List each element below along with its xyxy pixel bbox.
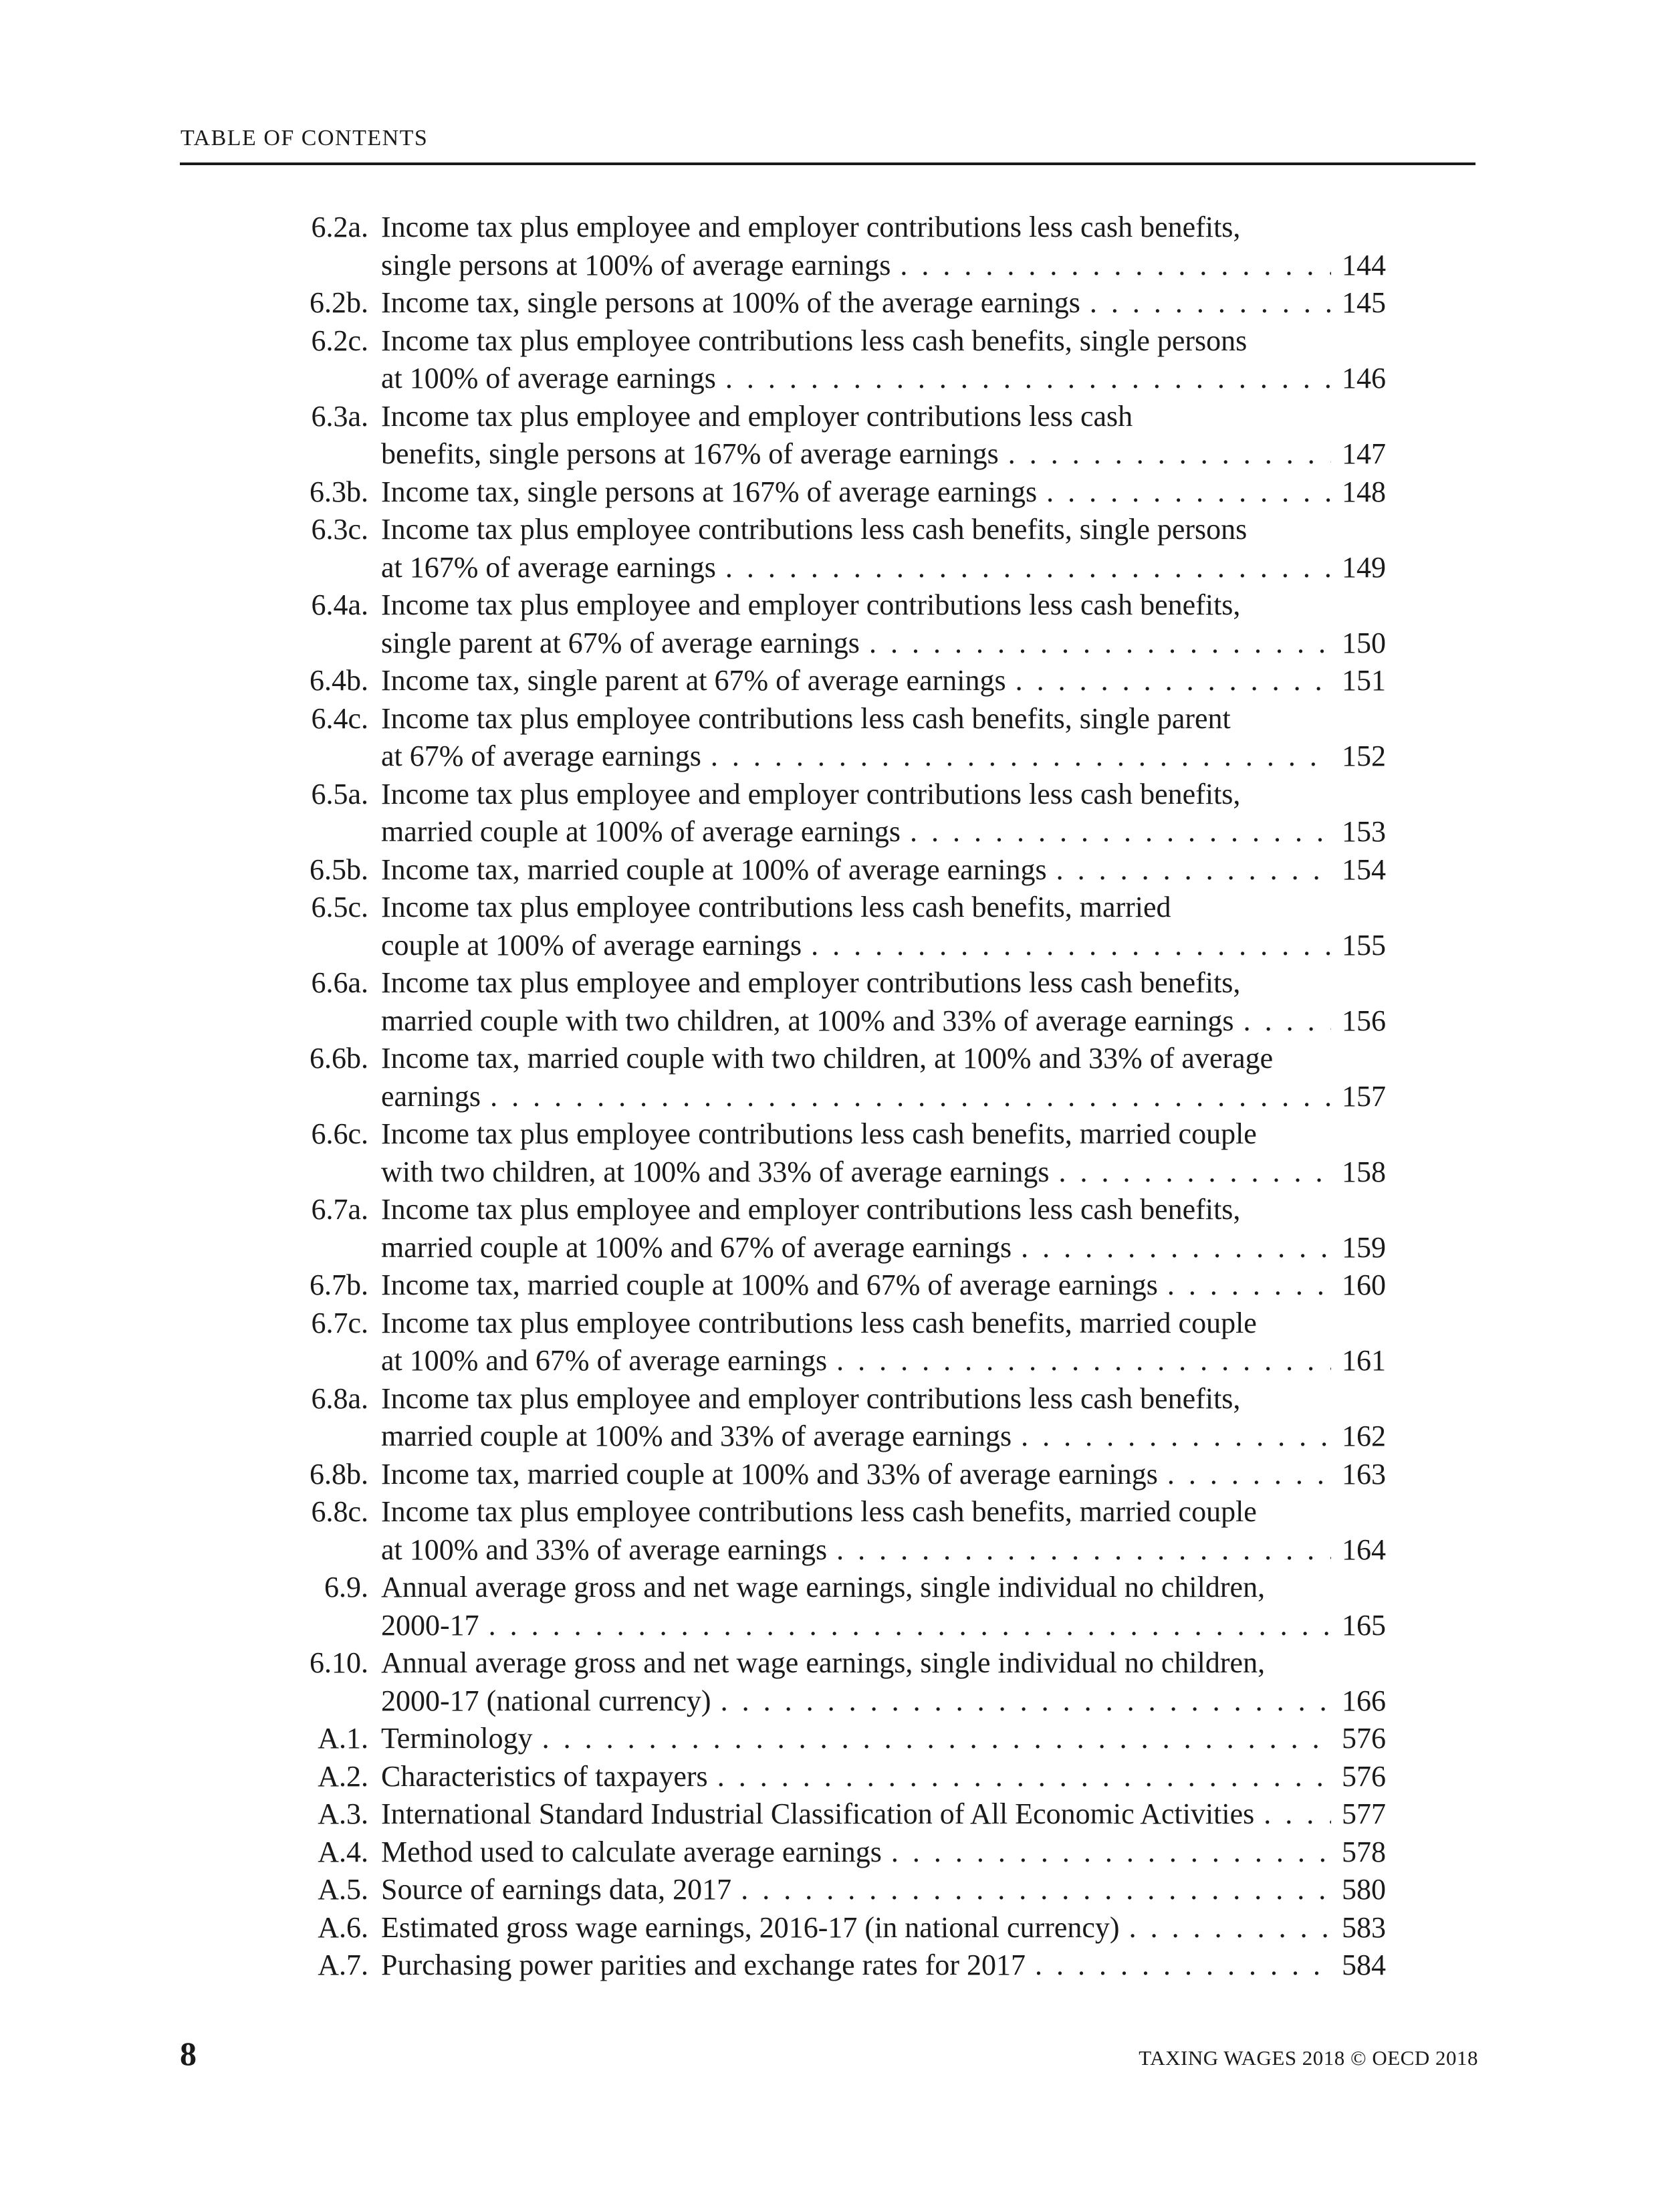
toc-entry-lastline	[381, 1229, 1386, 1267]
toc-entry-body	[381, 284, 1386, 322]
toc-entry-number: 6.3b.	[310, 475, 368, 508]
toc-entry-title-line: Income tax plus employee contributions less cash benefits, single persons	[381, 324, 1248, 357]
toc-entry-page-number: 162	[1342, 1420, 1386, 1452]
toc-entry-number: 6.7a.	[311, 1193, 368, 1226]
toc-entry-body	[381, 662, 1386, 700]
toc-entry	[304, 511, 1386, 586]
dot-leader	[1167, 1266, 1331, 1305]
toc-entry-title-line: Income tax, single persons at 100% of the average earnings	[381, 286, 1080, 319]
toc-entry	[304, 1191, 1386, 1266]
toc-entry-lastline	[381, 1078, 1386, 1116]
toc-entry-title-line: Income tax plus employee contributions less cash benefits, married	[381, 891, 1171, 923]
dot-leader	[836, 1531, 1331, 1569]
toc-entry-lastline	[381, 1834, 1386, 1872]
toc-entry-body	[381, 586, 1386, 662]
dot-leader	[891, 1834, 1331, 1872]
toc-entry-number: 6.8b.	[310, 1457, 368, 1490]
toc-entry-body	[381, 1040, 1386, 1115]
toc-entry-body	[381, 1493, 1386, 1569]
dot-leader	[721, 1682, 1331, 1721]
toc-entry	[304, 964, 1386, 1040]
toc-entry	[304, 473, 1386, 512]
toc-entry	[304, 662, 1386, 700]
toc-entry-body	[381, 776, 1386, 851]
footer-credit: TAXING WAGES 2018 © OECD 2018	[1139, 2046, 1478, 2070]
toc-entry-lastline	[381, 1342, 1386, 1380]
toc-entry-number: A.1.	[318, 1722, 368, 1755]
dot-leader	[1021, 1229, 1331, 1267]
toc-entry-body	[381, 1947, 1386, 1985]
toc-entry-title-line: at 100% and 33% of average earnings	[381, 1533, 828, 1566]
toc-entry-body	[381, 1720, 1386, 1758]
toc-entry-number: 6.5a.	[311, 777, 368, 810]
toc-entry	[304, 1493, 1386, 1569]
toc-entry-lastline	[381, 360, 1386, 398]
toc-entry-number: 6.6a.	[311, 966, 368, 999]
toc-entry-body	[381, 1909, 1386, 1947]
dot-leader	[1264, 1795, 1331, 1834]
dot-leader	[1016, 662, 1331, 700]
toc-list	[304, 209, 1386, 1985]
dot-leader	[490, 1078, 1331, 1116]
toc-entry-page-number: 154	[1342, 853, 1386, 886]
toc-entry-page-number: 146	[1342, 362, 1386, 395]
toc-entry	[304, 1644, 1386, 1720]
toc-entry-number: 6.8a.	[311, 1381, 368, 1415]
toc-entry-title-line: benefits, single persons at 167% of average earnings	[381, 437, 999, 470]
toc-entry-page-number: 155	[1342, 928, 1386, 962]
dot-leader	[1056, 851, 1331, 889]
toc-entry	[304, 1266, 1386, 1305]
toc-entry	[304, 889, 1386, 964]
toc-entry-page-number: 577	[1342, 1797, 1386, 1830]
toc-entry-lastline	[381, 927, 1386, 965]
toc-entry-title-line: with two children, at 100% and 33% of average earnings	[381, 1155, 1050, 1188]
toc-entry-page-number: 145	[1342, 286, 1386, 319]
toc-entry	[304, 1758, 1386, 1796]
toc-entry-title-line: Income tax plus employee and employer contributions less cash benefits,	[381, 966, 1241, 999]
toc-entry-title-line: Income tax plus employee contributions less cash benefits, married couple	[381, 1306, 1257, 1339]
toc-entry-page-number: 164	[1342, 1533, 1386, 1566]
toc-entry	[304, 1380, 1386, 1456]
toc-entry-number: 6.7b.	[310, 1268, 368, 1301]
toc-entry-page-number: 580	[1342, 1873, 1386, 1906]
toc-entry-title-line: Estimated gross wage earnings, 2016-17 (in national currency)	[381, 1910, 1120, 1944]
toc-entry-lastline	[381, 247, 1386, 285]
toc-entry-page-number: 148	[1342, 475, 1386, 508]
toc-entry-page-number: 159	[1342, 1230, 1386, 1264]
dot-leader	[1035, 1947, 1331, 1985]
toc-entry-lastline	[381, 662, 1386, 700]
toc-entry-lastline	[381, 851, 1386, 889]
dot-leader	[811, 927, 1331, 965]
toc-entry-lastline	[381, 1002, 1386, 1040]
toc-entry-number: A.7.	[318, 1949, 368, 1981]
toc-entry	[304, 776, 1386, 851]
toc-entry-number: 6.7c.	[311, 1306, 368, 1339]
dot-leader	[1090, 284, 1331, 322]
toc-entry-lastline	[381, 435, 1386, 473]
toc-entry	[304, 322, 1386, 398]
dot-leader	[542, 1720, 1331, 1758]
toc-entry-page-number: 163	[1342, 1457, 1386, 1490]
toc-entry	[304, 1040, 1386, 1115]
toc-entry-page-number: 156	[1342, 1004, 1386, 1037]
dot-leader	[725, 549, 1331, 587]
toc-entry	[304, 1115, 1386, 1191]
toc-entry-lastline	[381, 1909, 1386, 1947]
toc-entry	[304, 1569, 1386, 1644]
toc-entry-title-line: at 100% of average earnings	[381, 362, 716, 395]
toc-entry-title-line: Characteristics of taxpayers	[381, 1759, 708, 1793]
toc-entry-body	[381, 1834, 1386, 1872]
footer-page-number: 8	[180, 2035, 197, 2072]
toc-entry-title-line: Income tax, married couple at 100% of average earnings	[381, 853, 1047, 886]
toc-entry-lastline	[381, 1795, 1386, 1834]
toc-entry-body	[381, 700, 1386, 776]
toc-entry-title-line: Income tax, married couple at 100% and 33% of average earnings	[381, 1457, 1158, 1490]
toc-entry-number: 6.10.	[310, 1646, 368, 1679]
toc-entry-body	[381, 1569, 1386, 1644]
toc-entry-body	[381, 1380, 1386, 1456]
toc-entry-page-number: 584	[1342, 1949, 1386, 1981]
dot-leader	[869, 625, 1331, 663]
toc-entry-title-line: Income tax plus employee contributions less cash benefits, married couple	[381, 1117, 1257, 1150]
toc-entry-title-line: single persons at 100% of average earnings	[381, 248, 891, 282]
toc-entry-number: 6.4b.	[310, 664, 368, 697]
toc-entry-number: A.4.	[318, 1835, 368, 1868]
dot-leader	[836, 1342, 1331, 1380]
header-title: TABLE OF CONTENTS	[181, 126, 429, 150]
toc-entry-lastline	[381, 1531, 1386, 1569]
toc-entry-body	[381, 1456, 1386, 1494]
toc-entry-title-line: Income tax, single parent at 67% of average earnings	[381, 664, 1006, 697]
toc-entry-body	[381, 1758, 1386, 1796]
toc-entry-lastline	[381, 1607, 1386, 1645]
toc-entry-page-number: 578	[1342, 1835, 1386, 1868]
dot-leader	[1046, 473, 1331, 512]
toc-entry-title-line: couple at 100% of average earnings	[381, 928, 802, 962]
toc-entry-title-line: Income tax plus employee and employer contributions less cash benefits,	[381, 1193, 1241, 1226]
toc-entry-number: A.2.	[318, 1759, 368, 1793]
dot-leader	[1008, 435, 1331, 473]
dot-leader	[717, 1758, 1331, 1796]
toc-entry-page-number: 150	[1342, 626, 1386, 659]
dot-leader	[900, 247, 1331, 285]
toc-entry	[304, 1305, 1386, 1380]
toc-entry-page-number: 147	[1342, 437, 1386, 470]
toc-entry-title-line: Annual average gross and net wage earnings, single individual no children,	[381, 1646, 1266, 1679]
toc-entry-lastline	[381, 813, 1386, 851]
toc-entry-page-number: 152	[1342, 740, 1386, 772]
toc-entry-title-line: Income tax plus employee contributions less cash benefits, single persons	[381, 513, 1248, 546]
toc-entry-title-line: single parent at 67% of average earnings	[381, 626, 860, 659]
toc-entry-page-number: 576	[1342, 1759, 1386, 1793]
toc-entry-title-line: Income tax plus employee and employer contributions less cash	[381, 399, 1133, 433]
dot-leader	[725, 360, 1331, 398]
toc-entry-lastline	[381, 1758, 1386, 1796]
toc-entry-title-line: Income tax, married couple with two children, at 100% and 33% of average	[381, 1042, 1274, 1075]
toc-entry-title-line: Income tax, married couple at 100% and 67% of average earnings	[381, 1268, 1158, 1301]
toc-entry-number: 6.4c.	[311, 701, 368, 735]
toc-entry	[304, 1795, 1386, 1834]
toc-entry-lastline	[381, 1266, 1386, 1305]
toc-entry-number: 6.3c.	[311, 513, 368, 546]
toc-entry-page-number: 144	[1342, 248, 1386, 282]
toc-entry	[304, 700, 1386, 776]
toc-entry-title-line: Annual average gross and net wage earnings, single individual no children,	[381, 1571, 1266, 1603]
toc-entry	[304, 1456, 1386, 1494]
toc-entry-title-line: Income tax plus employee and employer contributions less cash benefits,	[381, 1381, 1241, 1415]
toc-entry-body	[381, 322, 1386, 398]
toc-entry-title-line: 2000-17 (national currency)	[381, 1684, 711, 1717]
dot-leader	[711, 738, 1331, 776]
toc-entry-lastline	[381, 1456, 1386, 1494]
toc-entry-lastline	[381, 1947, 1386, 1985]
toc-entry-body	[381, 1871, 1386, 1909]
dot-leader	[1021, 1418, 1331, 1456]
toc-entry-page-number: 576	[1342, 1722, 1386, 1755]
toc-entry-body	[381, 889, 1386, 964]
dot-leader	[1167, 1456, 1331, 1494]
toc-entry	[304, 1720, 1386, 1758]
toc-entry-title-line: at 67% of average earnings	[381, 740, 701, 772]
toc-entry-page-number: 149	[1342, 550, 1386, 584]
toc-entry-title-line: married couple at 100% and 67% of average earnings	[381, 1230, 1012, 1264]
toc-entry-title-line: earnings	[381, 1079, 481, 1113]
toc-entry-number: 6.6c.	[311, 1117, 368, 1150]
running-header	[181, 126, 428, 151]
toc-entry	[304, 1947, 1386, 1985]
toc-entry-lastline	[381, 1153, 1386, 1192]
toc-entry-title-line: Method used to calculate average earnings	[381, 1835, 882, 1868]
toc-entry-number: 6.8c.	[311, 1495, 368, 1528]
toc-entry-title-line: Income tax plus employee and employer contributions less cash benefits,	[381, 211, 1241, 243]
toc-entry-page-number: 161	[1342, 1344, 1386, 1377]
toc-entry	[304, 209, 1386, 284]
toc-entry-body	[381, 511, 1386, 586]
toc-entry	[304, 1871, 1386, 1909]
toc-entry-lastline	[381, 1871, 1386, 1909]
dot-leader	[1244, 1002, 1331, 1040]
toc-entry-title-line: International Standard Industrial Classification of All Economic Activities	[381, 1797, 1255, 1830]
toc-entry-page-number: 166	[1342, 1684, 1386, 1717]
toc-entry-title-line: Source of earnings data, 2017	[381, 1873, 732, 1906]
toc-entry-lastline	[381, 549, 1386, 587]
toc-entry-title-line: Income tax plus employee contributions less cash benefits, married couple	[381, 1495, 1257, 1528]
toc-entry-title-line: 2000-17	[381, 1608, 479, 1642]
dot-leader	[910, 813, 1331, 851]
toc-entry	[304, 1909, 1386, 1947]
toc-entry-number: 6.2a.	[311, 211, 368, 243]
toc-entry-title-line: at 100% and 67% of average earnings	[381, 1344, 828, 1377]
toc-entry-number: 6.5b.	[310, 853, 368, 886]
toc-entry-number: 6.9.	[324, 1571, 368, 1603]
toc-entry-page-number: 157	[1342, 1079, 1386, 1113]
toc-entry-body	[381, 851, 1386, 889]
toc-entry-number: A.5.	[318, 1873, 368, 1906]
toc-entry	[304, 1834, 1386, 1872]
dot-leader	[489, 1607, 1331, 1645]
toc-entry-number: 6.5c.	[311, 891, 368, 923]
toc-entry-page-number: 158	[1342, 1155, 1386, 1188]
toc-entry-page-number: 583	[1342, 1910, 1386, 1944]
toc-entry-page-number: 160	[1342, 1268, 1386, 1301]
toc-entry-body	[381, 1795, 1386, 1834]
header-rule	[180, 162, 1475, 165]
toc-entry-lastline	[381, 738, 1386, 776]
toc-entry-body	[381, 1115, 1386, 1191]
toc-entry-body	[381, 473, 1386, 512]
page-footer	[180, 2034, 1478, 2073]
toc-entry-body	[381, 1305, 1386, 1380]
toc-entry-number: A.3.	[318, 1797, 368, 1830]
toc-entry-number: 6.6b.	[310, 1042, 368, 1075]
toc-entry	[304, 284, 1386, 322]
toc-entry-page-number: 151	[1342, 664, 1386, 697]
toc-entry-body	[381, 1191, 1386, 1266]
toc-entry-body	[381, 1266, 1386, 1305]
toc-entry-page-number: 165	[1342, 1608, 1386, 1642]
toc-entry-number: 6.2b.	[310, 286, 368, 319]
toc-entry-lastline	[381, 625, 1386, 663]
toc-entry-title-line: Income tax plus employee and employer contributions less cash benefits,	[381, 777, 1241, 810]
toc-entry-number: 6.4a.	[311, 588, 368, 621]
toc-entry-number: A.6.	[318, 1910, 368, 1944]
toc-entry-lastline	[381, 1418, 1386, 1456]
toc-entry-title-line: Income tax plus employee and employer contributions less cash benefits,	[381, 588, 1241, 621]
toc-entry-title-line: Income tax plus employee contributions less cash benefits, single parent	[381, 701, 1231, 735]
toc-entry-number: 6.2c.	[311, 324, 368, 357]
toc-entry-title-line: married couple at 100% and 33% of average earnings	[381, 1420, 1012, 1452]
toc-entry-title-line: Purchasing power parities and exchange rates for 2017	[381, 1949, 1026, 1981]
toc-entry-title-line: at 167% of average earnings	[381, 550, 716, 584]
toc-entry-body	[381, 1644, 1386, 1720]
toc-entry-body	[381, 964, 1386, 1040]
dot-leader	[1129, 1909, 1331, 1947]
toc-entry-page-number: 153	[1342, 815, 1386, 848]
toc-entry	[304, 398, 1386, 473]
toc-entry-title-line: Income tax, single persons at 167% of average earnings	[381, 475, 1038, 508]
toc-entry-title-line: married couple with two children, at 100% and 33% of average earnings	[381, 1004, 1234, 1037]
toc-entry-body	[381, 209, 1386, 284]
toc-entry-lastline	[381, 1720, 1386, 1758]
toc-entry-lastline	[381, 284, 1386, 322]
dot-leader	[741, 1871, 1331, 1909]
toc-entry-lastline	[381, 1682, 1386, 1721]
toc-entry-number: 6.3a.	[311, 399, 368, 433]
toc-entry	[304, 586, 1386, 662]
dot-leader	[1058, 1153, 1331, 1192]
toc-entry-title-line: Terminology	[381, 1722, 533, 1755]
toc-entry-lastline	[381, 473, 1386, 512]
toc-entry-body	[381, 398, 1386, 473]
toc-entry-title-line: married couple at 100% of average earnings	[381, 815, 901, 848]
toc-entry	[304, 851, 1386, 889]
